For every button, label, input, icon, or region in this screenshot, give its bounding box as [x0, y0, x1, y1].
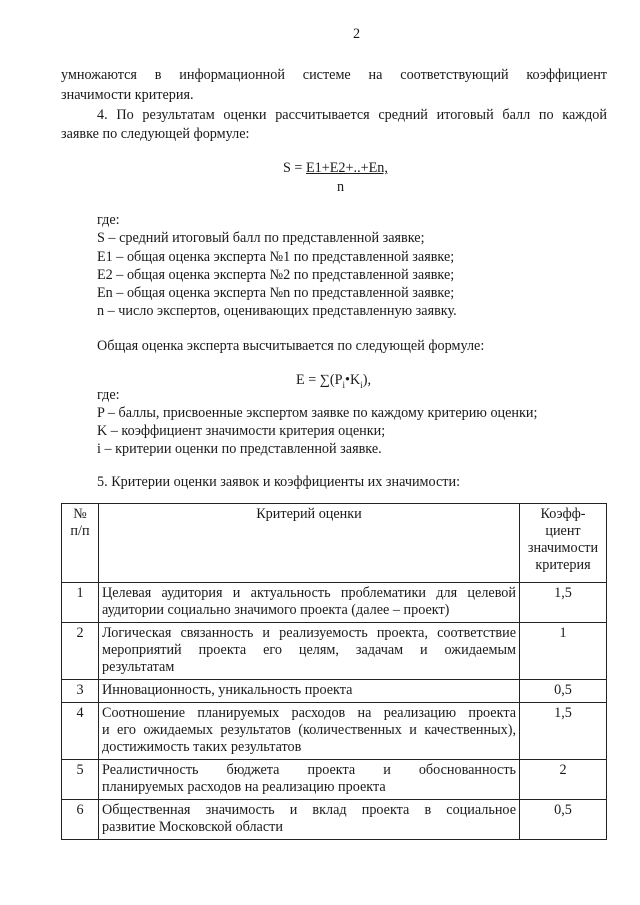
row-num: 2	[62, 623, 99, 680]
definition-item: E2 – общая оценка эксперта №2 по представленной заявке;	[97, 267, 455, 283]
header-coef-line: циент	[545, 523, 581, 539]
table-row	[62, 760, 607, 800]
formula-lhs: S =	[283, 160, 306, 176]
formula-denominator: n	[337, 179, 345, 195]
definition-item: K – коэффициент значимости критерия оценки;	[97, 423, 386, 439]
header-num	[62, 504, 99, 583]
table-row	[62, 583, 607, 623]
criterion-line: мероприятий проекта его целям, задачам и ожидаемым	[102, 642, 516, 658]
row-criterion	[99, 680, 520, 703]
row-coefficient: 0,5	[520, 800, 607, 840]
definition-item: n – число экспертов, оценивающих представленную заявку.	[97, 303, 457, 319]
row-criterion	[99, 760, 520, 800]
criteria-table	[61, 503, 607, 840]
criterion-line: Инновационность, уникальность проекта	[102, 682, 353, 698]
formula-subscript: i	[342, 379, 346, 390]
row-num: 3	[62, 680, 99, 703]
row-num: 1	[62, 583, 99, 623]
row-criterion	[99, 800, 520, 840]
criterion-line: Соотношение планируемых расходов на реализацию проекта	[102, 705, 516, 721]
row-coefficient: 1	[520, 623, 607, 680]
row-criterion	[99, 623, 520, 680]
where-label: где:	[97, 212, 120, 228]
table-row	[62, 680, 607, 703]
table-row	[62, 800, 607, 840]
criterion-line: развитие Московской области	[102, 819, 283, 835]
header-coef-line: значимости	[527, 540, 599, 556]
criterion-line: достижимость таких результатов	[102, 739, 302, 755]
paragraph-line: заявке по следующей формуле:	[61, 126, 250, 142]
definition-item: En – общая оценка эксперта №n по представленной заявке;	[97, 285, 455, 301]
table-row	[62, 623, 607, 680]
header-num-line: п/п	[70, 523, 90, 539]
paragraph-line: 5. Критерии оценки заявок и коэффициенты их значимости:	[97, 474, 461, 490]
row-coefficient: 1,5	[520, 583, 607, 623]
row-coefficient: 1,5	[520, 703, 607, 760]
page-number: 2	[353, 26, 361, 42]
row-num: 5	[62, 760, 99, 800]
where-label: где:	[97, 387, 120, 403]
definition-item: P – баллы, присвоенные экспертом заявке по каждому критерию оценки;	[97, 405, 538, 421]
row-num: 4	[62, 703, 99, 760]
formula-subscript: i	[360, 379, 363, 390]
definition-item: S – средний итоговый балл по представленной заявке;	[97, 230, 425, 246]
average-score-formula	[283, 159, 388, 177]
table-header-row	[62, 504, 607, 583]
row-num: 6	[62, 800, 99, 840]
criterion-line: и его ожидаемых результатов (количественных и качественных),	[102, 722, 516, 738]
paragraph-line: значимости критерия.	[61, 87, 194, 103]
definition-item: i – критерии оценки по представленной заявке.	[97, 441, 382, 457]
row-criterion	[99, 583, 520, 623]
criterion-line: результатам	[102, 659, 175, 675]
paragraph-line: умножаются в информационной системе на соответствующий коэффициент	[61, 67, 607, 83]
criterion-line: Общественная значимость и вклад проекта в социальное	[102, 802, 516, 818]
formula-part: •K	[345, 372, 361, 388]
paragraph-line: Общая оценка эксперта высчитывается по следующей формуле:	[97, 338, 485, 354]
header-coef-line: критерия	[535, 557, 591, 573]
header-coef-line: Коэфф-	[540, 506, 586, 522]
criterion-line: аудитории социально значимого проекта (далее – проект)	[102, 602, 450, 618]
formula-part: ),	[362, 372, 372, 388]
criterion-line: планируемых расходов на реализацию проекта	[102, 779, 386, 795]
table-row	[62, 703, 607, 760]
criterion-line: Реалистичность бюджета проекта и обоснованность	[102, 762, 516, 778]
formula-numerator: E1+E2+..+En,	[306, 160, 388, 176]
row-coefficient: 2	[520, 760, 607, 800]
expert-score-formula	[296, 371, 371, 389]
paragraph-line: 4. По результатам оценки рассчитывается средний итоговый балл по каждой	[97, 107, 607, 123]
row-coefficient: 0,5	[520, 680, 607, 703]
header-coefficient	[520, 504, 607, 583]
formula-part: E = ∑(P	[296, 372, 343, 388]
criterion-line: Логическая связанность и реализуемость проекта, соответствие	[102, 625, 516, 641]
row-criterion	[99, 703, 520, 760]
definition-item: E1 – общая оценка эксперта №1 по представленной заявке;	[97, 249, 455, 265]
criterion-line: Целевая аудитория и актуальность проблематики для целевой	[102, 585, 516, 601]
header-criterion: Критерий оценки	[99, 504, 520, 583]
header-num-line: №	[73, 506, 87, 522]
